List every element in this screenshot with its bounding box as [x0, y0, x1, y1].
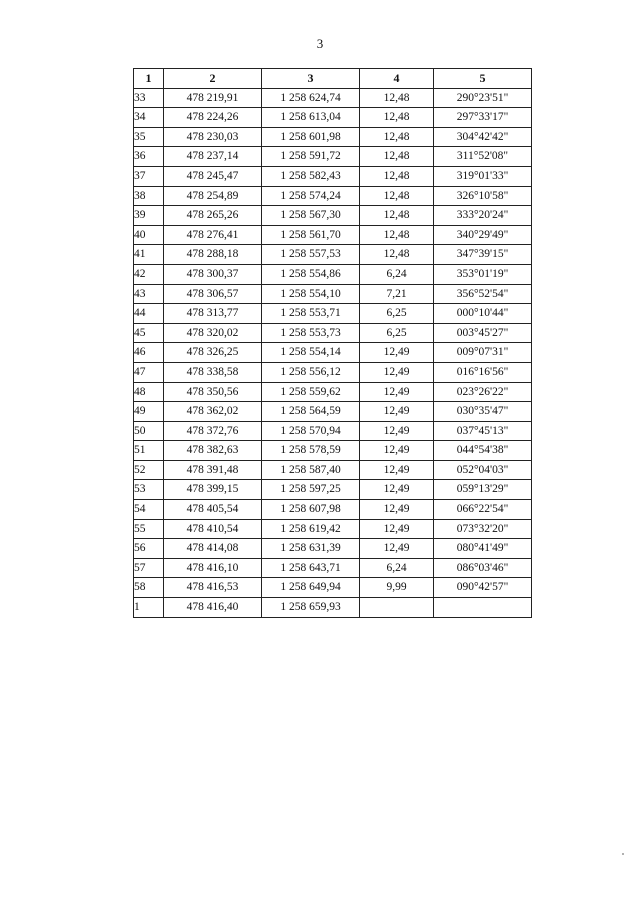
table-row	[134, 441, 532, 461]
table-row	[134, 147, 532, 167]
bearing-cell: 297°33'17"	[434, 108, 532, 128]
table-row	[134, 88, 532, 108]
table-row	[134, 460, 532, 480]
x-coordinate-cell: 478 300,37	[164, 264, 262, 284]
x-coordinate-cell: 478 219,91	[164, 88, 262, 108]
distance-cell: 7,21	[360, 284, 434, 304]
column-header: 1	[134, 69, 164, 89]
bearing-cell: 353°01'19"	[434, 264, 532, 284]
y-coordinate-cell: 1 258 631,39	[262, 539, 360, 559]
table-row	[134, 127, 532, 147]
y-coordinate-cell: 1 258 554,10	[262, 284, 360, 304]
bearing-cell: 347°39'15"	[434, 245, 532, 265]
y-coordinate-cell: 1 258 619,42	[262, 519, 360, 539]
bearing-cell: 073°32'20"	[434, 519, 532, 539]
x-coordinate-cell: 478 265,26	[164, 206, 262, 226]
y-coordinate-cell: 1 258 601,98	[262, 127, 360, 147]
column-header: 3	[262, 69, 360, 89]
y-coordinate-cell: 1 258 591,72	[262, 147, 360, 167]
distance-cell: 12,48	[360, 88, 434, 108]
distance-cell: 12,48	[360, 108, 434, 128]
distance-cell: 12,49	[360, 519, 434, 539]
y-coordinate-cell: 1 258 553,73	[262, 323, 360, 343]
point-number-cell: 34	[134, 108, 164, 128]
x-coordinate-cell: 478 416,40	[164, 598, 262, 618]
bearing-cell: 009°07'31"	[434, 343, 532, 363]
bearing-cell: 326°10'58"	[434, 186, 532, 206]
coordinates-table	[133, 68, 532, 618]
bearing-cell: 290°23'51"	[434, 88, 532, 108]
distance-cell: 12,49	[360, 480, 434, 500]
x-coordinate-cell: 478 350,56	[164, 382, 262, 402]
bearing-cell	[434, 598, 532, 618]
point-number-cell: 41	[134, 245, 164, 265]
bearing-cell: 319°01'33"	[434, 166, 532, 186]
x-coordinate-cell: 478 382,63	[164, 441, 262, 461]
distance-cell: 12,48	[360, 147, 434, 167]
y-coordinate-cell: 1 258 643,71	[262, 558, 360, 578]
y-coordinate-cell: 1 258 607,98	[262, 500, 360, 520]
point-number-cell: 33	[134, 88, 164, 108]
y-coordinate-cell: 1 258 587,40	[262, 460, 360, 480]
table-header-row	[134, 69, 532, 89]
distance-cell: 12,48	[360, 206, 434, 226]
y-coordinate-cell: 1 258 624,74	[262, 88, 360, 108]
distance-cell: 12,49	[360, 382, 434, 402]
y-coordinate-cell: 1 258 556,12	[262, 362, 360, 382]
table-row	[134, 578, 532, 598]
y-coordinate-cell: 1 258 574,24	[262, 186, 360, 206]
bearing-cell: 311°52'08"	[434, 147, 532, 167]
x-coordinate-cell: 478 326,25	[164, 343, 262, 363]
y-coordinate-cell: 1 258 578,59	[262, 441, 360, 461]
x-coordinate-cell: 478 414,08	[164, 539, 262, 559]
bearing-cell: 059°13'29"	[434, 480, 532, 500]
point-number-cell: 55	[134, 519, 164, 539]
distance-cell: 12,49	[360, 460, 434, 480]
x-coordinate-cell: 478 237,14	[164, 147, 262, 167]
y-coordinate-cell: 1 258 567,30	[262, 206, 360, 226]
y-coordinate-cell: 1 258 597,25	[262, 480, 360, 500]
x-coordinate-cell: 478 416,10	[164, 558, 262, 578]
bearing-cell: 023°26'22"	[434, 382, 532, 402]
column-header: 5	[434, 69, 532, 89]
table-row	[134, 343, 532, 363]
y-coordinate-cell: 1 258 559,62	[262, 382, 360, 402]
bearing-cell: 086°03'46"	[434, 558, 532, 578]
point-number-cell: 1	[134, 598, 164, 618]
distance-cell: 6,24	[360, 558, 434, 578]
point-number-cell: 56	[134, 539, 164, 559]
table-row	[134, 382, 532, 402]
table-row	[134, 245, 532, 265]
bearing-cell: 090°42'57"	[434, 578, 532, 598]
distance-cell: 12,49	[360, 421, 434, 441]
table-row	[134, 186, 532, 206]
x-coordinate-cell: 478 362,02	[164, 402, 262, 422]
table-row	[134, 421, 532, 441]
point-number-cell: 50	[134, 421, 164, 441]
table-row	[134, 480, 532, 500]
point-number-cell: 43	[134, 284, 164, 304]
table-row	[134, 500, 532, 520]
point-number-cell: 39	[134, 206, 164, 226]
point-number-cell: 52	[134, 460, 164, 480]
x-coordinate-cell: 478 410,54	[164, 519, 262, 539]
page-number: 3	[316, 36, 324, 51]
bearing-cell: 044°54'38"	[434, 441, 532, 461]
distance-cell: 9,99	[360, 578, 434, 598]
bearing-cell: 000°10'44"	[434, 304, 532, 324]
point-number-cell: 54	[134, 500, 164, 520]
point-number-cell: 57	[134, 558, 164, 578]
table-row	[134, 539, 532, 559]
table-row	[134, 362, 532, 382]
distance-cell: 6,25	[360, 304, 434, 324]
distance-cell: 12,49	[360, 539, 434, 559]
x-coordinate-cell: 478 313,77	[164, 304, 262, 324]
x-coordinate-cell: 478 245,47	[164, 166, 262, 186]
x-coordinate-cell: 478 416,53	[164, 578, 262, 598]
y-coordinate-cell: 1 258 561,70	[262, 225, 360, 245]
y-coordinate-cell: 1 258 613,04	[262, 108, 360, 128]
bearing-cell: 066°22'54"	[434, 500, 532, 520]
column-header: 2	[164, 69, 262, 89]
distance-cell: 12,48	[360, 225, 434, 245]
scan-artifact	[622, 853, 624, 855]
point-number-cell: 45	[134, 323, 164, 343]
y-coordinate-cell: 1 258 659,93	[262, 598, 360, 618]
bearing-cell: 304°42'42"	[434, 127, 532, 147]
x-coordinate-cell: 478 288,18	[164, 245, 262, 265]
x-coordinate-cell: 478 399,15	[164, 480, 262, 500]
distance-cell: 6,24	[360, 264, 434, 284]
table-row	[134, 323, 532, 343]
distance-cell: 12,49	[360, 441, 434, 461]
point-number-cell: 42	[134, 264, 164, 284]
x-coordinate-cell: 478 338,58	[164, 362, 262, 382]
table-row	[134, 304, 532, 324]
distance-cell: 12,48	[360, 166, 434, 186]
point-number-cell: 51	[134, 441, 164, 461]
point-number-cell: 47	[134, 362, 164, 382]
bearing-cell: 037°45'13"	[434, 421, 532, 441]
point-number-cell: 40	[134, 225, 164, 245]
table-body	[134, 88, 532, 617]
table-row	[134, 264, 532, 284]
distance-cell	[360, 598, 434, 618]
bearing-cell: 030°35'47"	[434, 402, 532, 422]
table-row	[134, 108, 532, 128]
y-coordinate-cell: 1 258 553,71	[262, 304, 360, 324]
bearing-cell: 356°52'54"	[434, 284, 532, 304]
x-coordinate-cell: 478 405,54	[164, 500, 262, 520]
x-coordinate-cell: 478 391,48	[164, 460, 262, 480]
column-header: 4	[360, 69, 434, 89]
x-coordinate-cell: 478 306,57	[164, 284, 262, 304]
bearing-cell: 340°29'49"	[434, 225, 532, 245]
point-number-cell: 35	[134, 127, 164, 147]
bearing-cell: 333°20'24"	[434, 206, 532, 226]
distance-cell: 12,49	[360, 500, 434, 520]
bearing-cell: 080°41'49"	[434, 539, 532, 559]
distance-cell: 12,48	[360, 186, 434, 206]
point-number-cell: 46	[134, 343, 164, 363]
table-row	[134, 206, 532, 226]
table-row	[134, 598, 532, 618]
point-number-cell: 36	[134, 147, 164, 167]
y-coordinate-cell: 1 258 554,14	[262, 343, 360, 363]
point-number-cell: 44	[134, 304, 164, 324]
table-row	[134, 558, 532, 578]
point-number-cell: 37	[134, 166, 164, 186]
point-number-cell: 38	[134, 186, 164, 206]
table-row	[134, 402, 532, 422]
table-row	[134, 225, 532, 245]
y-coordinate-cell: 1 258 570,94	[262, 421, 360, 441]
y-coordinate-cell: 1 258 582,43	[262, 166, 360, 186]
table-row	[134, 166, 532, 186]
table-row	[134, 284, 532, 304]
bearing-cell: 016°16'56"	[434, 362, 532, 382]
distance-cell: 12,48	[360, 245, 434, 265]
x-coordinate-cell: 478 320,02	[164, 323, 262, 343]
x-coordinate-cell: 478 224,26	[164, 108, 262, 128]
point-number-cell: 48	[134, 382, 164, 402]
y-coordinate-cell: 1 258 564,59	[262, 402, 360, 422]
point-number-cell: 58	[134, 578, 164, 598]
table-row	[134, 519, 532, 539]
x-coordinate-cell: 478 254,89	[164, 186, 262, 206]
bearing-cell: 052°04'03"	[434, 460, 532, 480]
x-coordinate-cell: 478 276,41	[164, 225, 262, 245]
x-coordinate-cell: 478 230,03	[164, 127, 262, 147]
y-coordinate-cell: 1 258 557,53	[262, 245, 360, 265]
x-coordinate-cell: 478 372,76	[164, 421, 262, 441]
point-number-cell: 49	[134, 402, 164, 422]
y-coordinate-cell: 1 258 554,86	[262, 264, 360, 284]
distance-cell: 12,49	[360, 362, 434, 382]
distance-cell: 12,49	[360, 343, 434, 363]
bearing-cell: 003°45'27"	[434, 323, 532, 343]
point-number-cell: 53	[134, 480, 164, 500]
y-coordinate-cell: 1 258 649,94	[262, 578, 360, 598]
distance-cell: 6,25	[360, 323, 434, 343]
distance-cell: 12,48	[360, 127, 434, 147]
distance-cell: 12,49	[360, 402, 434, 422]
